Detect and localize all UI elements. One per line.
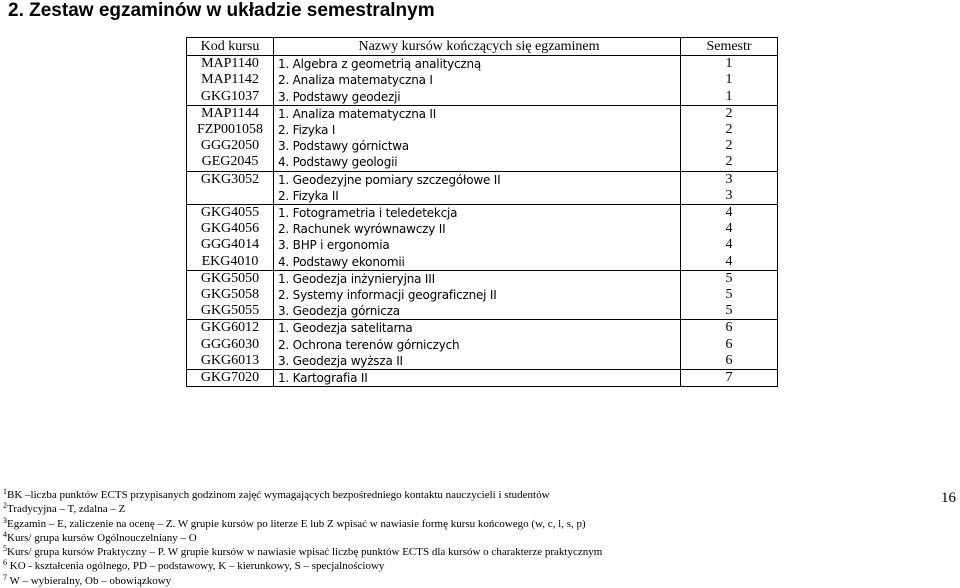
course-code: GKG1037 [200,88,260,104]
footnote-number: 7 [3,572,7,582]
course-semester: 2 [725,122,733,138]
course-semester: 1 [725,56,733,72]
footnote-text: W – wybieralny, Ob – obowiązkowy [7,574,172,587]
course-semester: 6 [725,320,733,336]
footnote-text: KO - kształcenia ogólnego, PD – podstawowy, K – kierunkowy, S – specjalnościowy [7,560,385,573]
course-code-cell [187,171,274,204]
course-code: GKG5055 [200,303,260,319]
course-semester-cell [681,320,778,370]
exam-table-body [187,56,778,387]
page-number: 16 [941,490,956,506]
footnote [3,574,602,588]
course-semester: 1 [725,72,733,88]
course-semester: 5 [725,287,733,303]
course-name: 1. Fotogrametria i teledetekcja [278,206,458,221]
course-name: 3. Geodezja wyższa II [278,353,403,368]
course-semester: 2 [725,105,733,121]
course-semester-cell [681,270,778,320]
footnote-number: 2 [3,501,7,511]
course-code-cell [187,105,274,171]
footnote-text: Egzamin – E, zaliczenie na ocenę – Z. W grupie kursów po literze E lub Z wpisać w nawiasie formę kursu końcowego (w, c, l, s, p) [7,517,586,530]
course-code-cell [187,270,274,320]
course-code: GGG4014 [200,237,260,253]
course-code: GKG7020 [200,370,260,386]
course-name: 1. Geodezyjne pomiary szczegółowe II [278,172,501,187]
semester-group-row [187,105,778,171]
course-code-cell [187,370,274,387]
course-semester: 6 [725,336,733,352]
course-name-cell [274,370,681,387]
course-name: 2. Rachunek wyrównawczy II [278,222,446,237]
course-name: 3. Geodezja górnicza [278,304,400,319]
exam-table [186,37,778,387]
course-name: 3. Podstawy górnictwa [278,139,409,154]
course-code: GGG2050 [200,138,260,154]
footnote-text: Kurs/ grupa kursów Praktyczny – P. W grupie kursów w nawiasie wpisać liczbę punktów ECTS dla kursów o charakterze praktycznym [7,546,603,559]
course-semester: 5 [725,303,733,319]
footnote [3,559,602,573]
course-semester: 3 [725,171,733,187]
course-semester: 2 [725,138,733,154]
course-name: 2. Ochrona terenów górniczych [278,337,460,352]
course-semester: 2 [725,154,733,170]
course-semester: 5 [725,270,733,286]
course-code: MAP1140 [201,56,259,72]
section-heading: 2. Zestaw egzaminów w układzie semestralnym [8,0,435,21]
course-name: 2. Systemy informacji geograficznej II [278,288,497,303]
course-name: 3. Podstawy geodezji [278,89,401,104]
course-semester: 6 [725,352,733,368]
semester-group-row [187,270,778,320]
footnote-number: 1 [3,487,7,496]
course-semester: 4 [725,221,733,237]
footnote-number: 6 [3,558,7,568]
course-name-cell [274,56,681,106]
course-name: 1. Kartografia II [278,371,368,386]
footnote [3,502,602,516]
table-header-row [187,38,778,56]
footnote [3,488,602,502]
course-code: FZP001058 [196,122,264,138]
footnote-number: 3 [3,515,7,525]
header-name: Nazwy kursów kończących się egzaminem [274,38,681,56]
course-code: GKG3052 [200,171,260,187]
course-semester: 3 [725,187,733,203]
course-name: 2. Fizyka I [278,123,336,138]
course-name: 4. Podstawy ekonomii [278,254,405,269]
course-code [187,188,273,204]
course-semester: 7 [725,370,733,386]
footnote-text: Tradycyjna – T, zdalna – Z [7,503,126,516]
course-semester-cell [681,171,778,204]
course-code: GKG6013 [200,352,260,368]
header-code: Kod kursu [187,38,274,56]
course-name: 1. Algebra z geometrią analityczną [278,57,482,72]
course-code: GKG5050 [200,270,260,286]
course-code: GKG4055 [200,205,260,221]
footnote-number: 5 [3,544,7,554]
course-name: 1. Analiza matematyczna II [278,106,437,121]
footnote [3,531,602,545]
semester-group-row [187,56,778,106]
course-name-cell [274,171,681,204]
course-code: MAP1142 [201,72,259,88]
course-semester-cell [681,56,778,106]
course-name: 4. Podstawy geologii [278,155,398,170]
course-code-cell [187,56,274,106]
course-name: 1. Geodezja inżynieryjna III [278,271,435,286]
semester-group-row [187,205,778,271]
course-name-cell [274,320,681,370]
semester-group-row [187,370,778,387]
semester-group-row [187,171,778,204]
course-code-cell [187,205,274,271]
footnote-number: 4 [3,529,7,539]
course-semester: 4 [725,205,733,221]
course-code: MAP1144 [201,105,259,121]
course-code: GKG4056 [200,221,260,237]
course-code: GGG6030 [200,336,260,352]
course-code: GKG6012 [200,320,260,336]
course-semester-cell [681,105,778,171]
footnote-text: Kurs/ grupa kursów Ogólnouczelniany – O [7,531,197,544]
footnotes [3,488,602,588]
course-name: 1. Geodezja satelitarna [278,321,413,336]
course-semester-cell [681,205,778,271]
course-name: 2. Fizyka II [278,188,339,203]
course-code: GEG2045 [201,154,259,170]
header-semester: Semestr [681,38,778,56]
course-name: 2. Analiza matematyczna I [278,73,433,88]
course-code: EKG4010 [201,253,259,269]
course-name: 3. BHP i ergonomia [278,238,390,253]
footnote-text: BK –liczba punktów ECTS przypisanych godzinom zajęć wymagających bezpośredniego kontaktu nauczycieli i studentów [7,489,550,501]
course-code: GKG5058 [200,287,260,303]
course-code-cell [187,320,274,370]
course-semester-cell [681,370,778,387]
footnote [3,545,602,559]
course-name-cell [274,205,681,271]
footnote [3,517,602,531]
course-semester: 4 [725,237,733,253]
semester-group-row [187,320,778,370]
course-semester: 1 [725,88,733,104]
course-semester: 4 [725,253,733,269]
course-name-cell [274,270,681,320]
course-name-cell [274,105,681,171]
